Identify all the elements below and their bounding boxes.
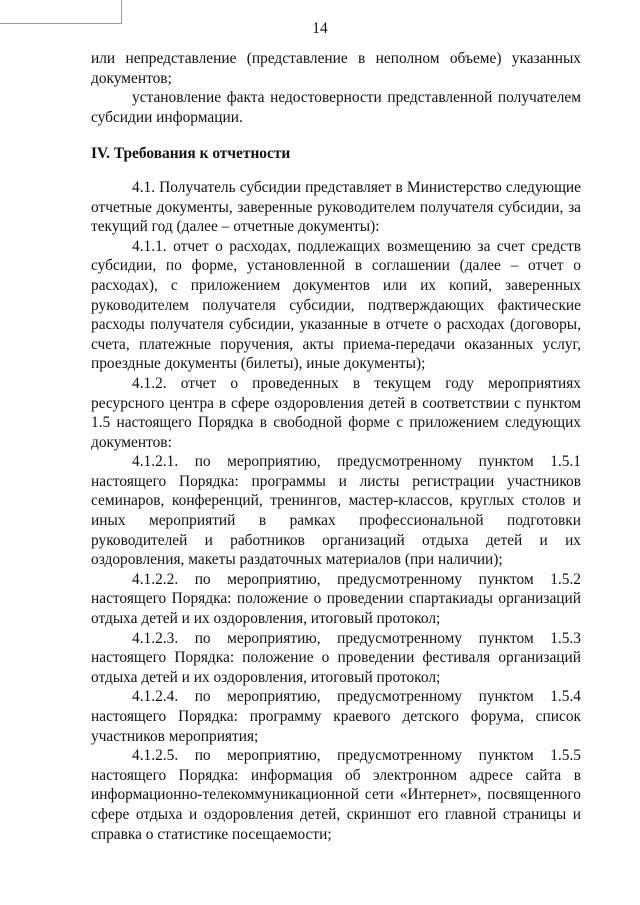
paragraph-4-1-2-2: 4.1.2.2. по мероприятию, предусмотренному пунктом 1.5.2 настоящего Порядка: положение о проведении спартакиады организаций отдыха детей и их оздоровления, итоговый протокол; xyxy=(91,570,581,628)
page-content xyxy=(91,49,581,844)
paragraph-unreliable-info: установление факта недостоверности представленной получателем субсидии информации. xyxy=(91,89,581,126)
paragraph-4-1-2: 4.1.2. отчет о проведенных в текущем году мероприятиях ресурсного центра в сфере оздоровления детей в соответствии с пунктом 1.5 настоящего Порядка в свободной форме с приложением следующих документов: xyxy=(91,374,581,451)
page-number: 14 xyxy=(312,20,328,37)
paragraph-4-1-2-3: 4.1.2.3. по мероприятию, предусмотренному пунктом 1.5.3 настоящего Порядка: положение о проведении фестиваля организаций отдыха детей и их оздоровления, итоговый протокол; xyxy=(91,629,581,686)
section-heading: IV. Требования к отчетности xyxy=(91,145,291,163)
paragraph-4-1: 4.1. Получатель субсидии представляет в Министерство следующие отчетные документы, заверенные руководителем получателя субсидии, за текущий год (далее – отчетные документы): xyxy=(91,178,581,236)
paragraph-4-1-2-4: 4.1.2.4. по мероприятию, предусмотренному пунктом 1.5.4 настоящего Порядка: программу краевого детского форума, список участников мероприятия; xyxy=(91,688,581,745)
paragraph-4-1-1: 4.1.1. отчет о расходах, подлежащих возмещению за счет средств субсидии, по форме, установленной в соглашении (далее – отчет о расходах), с приложением документов или их копий, заверенных руководителем получателя субсидии, подтверждающих фактические расходы получателя субсидии, указанные в отчете о расходах (договоры, счета, платежные поручения, акты приема-передачи оказанных услуг, проездные документы (билеты), иные документы); xyxy=(91,237,581,373)
paragraph-4-1-2-1: 4.1.2.1. по мероприятию, предусмотренному пунктом 1.5.1 настоящего Порядка: программы и листы регистрации участников семинаров, конференций, тренингов, мастер-классов, круглых столов и иных мероприятий в рамках профессиональной подготовки руководителей и работников организаций отдыха детей и их оздоровления, макеты раздаточных материалов (при наличии); xyxy=(91,453,581,569)
paragraph-4-1-2-5: 4.1.2.5. по мероприятию, предусмотренному пунктом 1.5.5 настоящего Порядка: информация об электронном адресе сайта в информационно-телекоммуникационной сети «Интернет», посвященного сфере отдыха и оздоровления детей, скриншот его главной страницы и справка о статистике посещаемости; xyxy=(91,747,581,843)
paragraph-continuation: или непредставление (представление в неполном объеме) указанных документов; xyxy=(91,50,581,87)
